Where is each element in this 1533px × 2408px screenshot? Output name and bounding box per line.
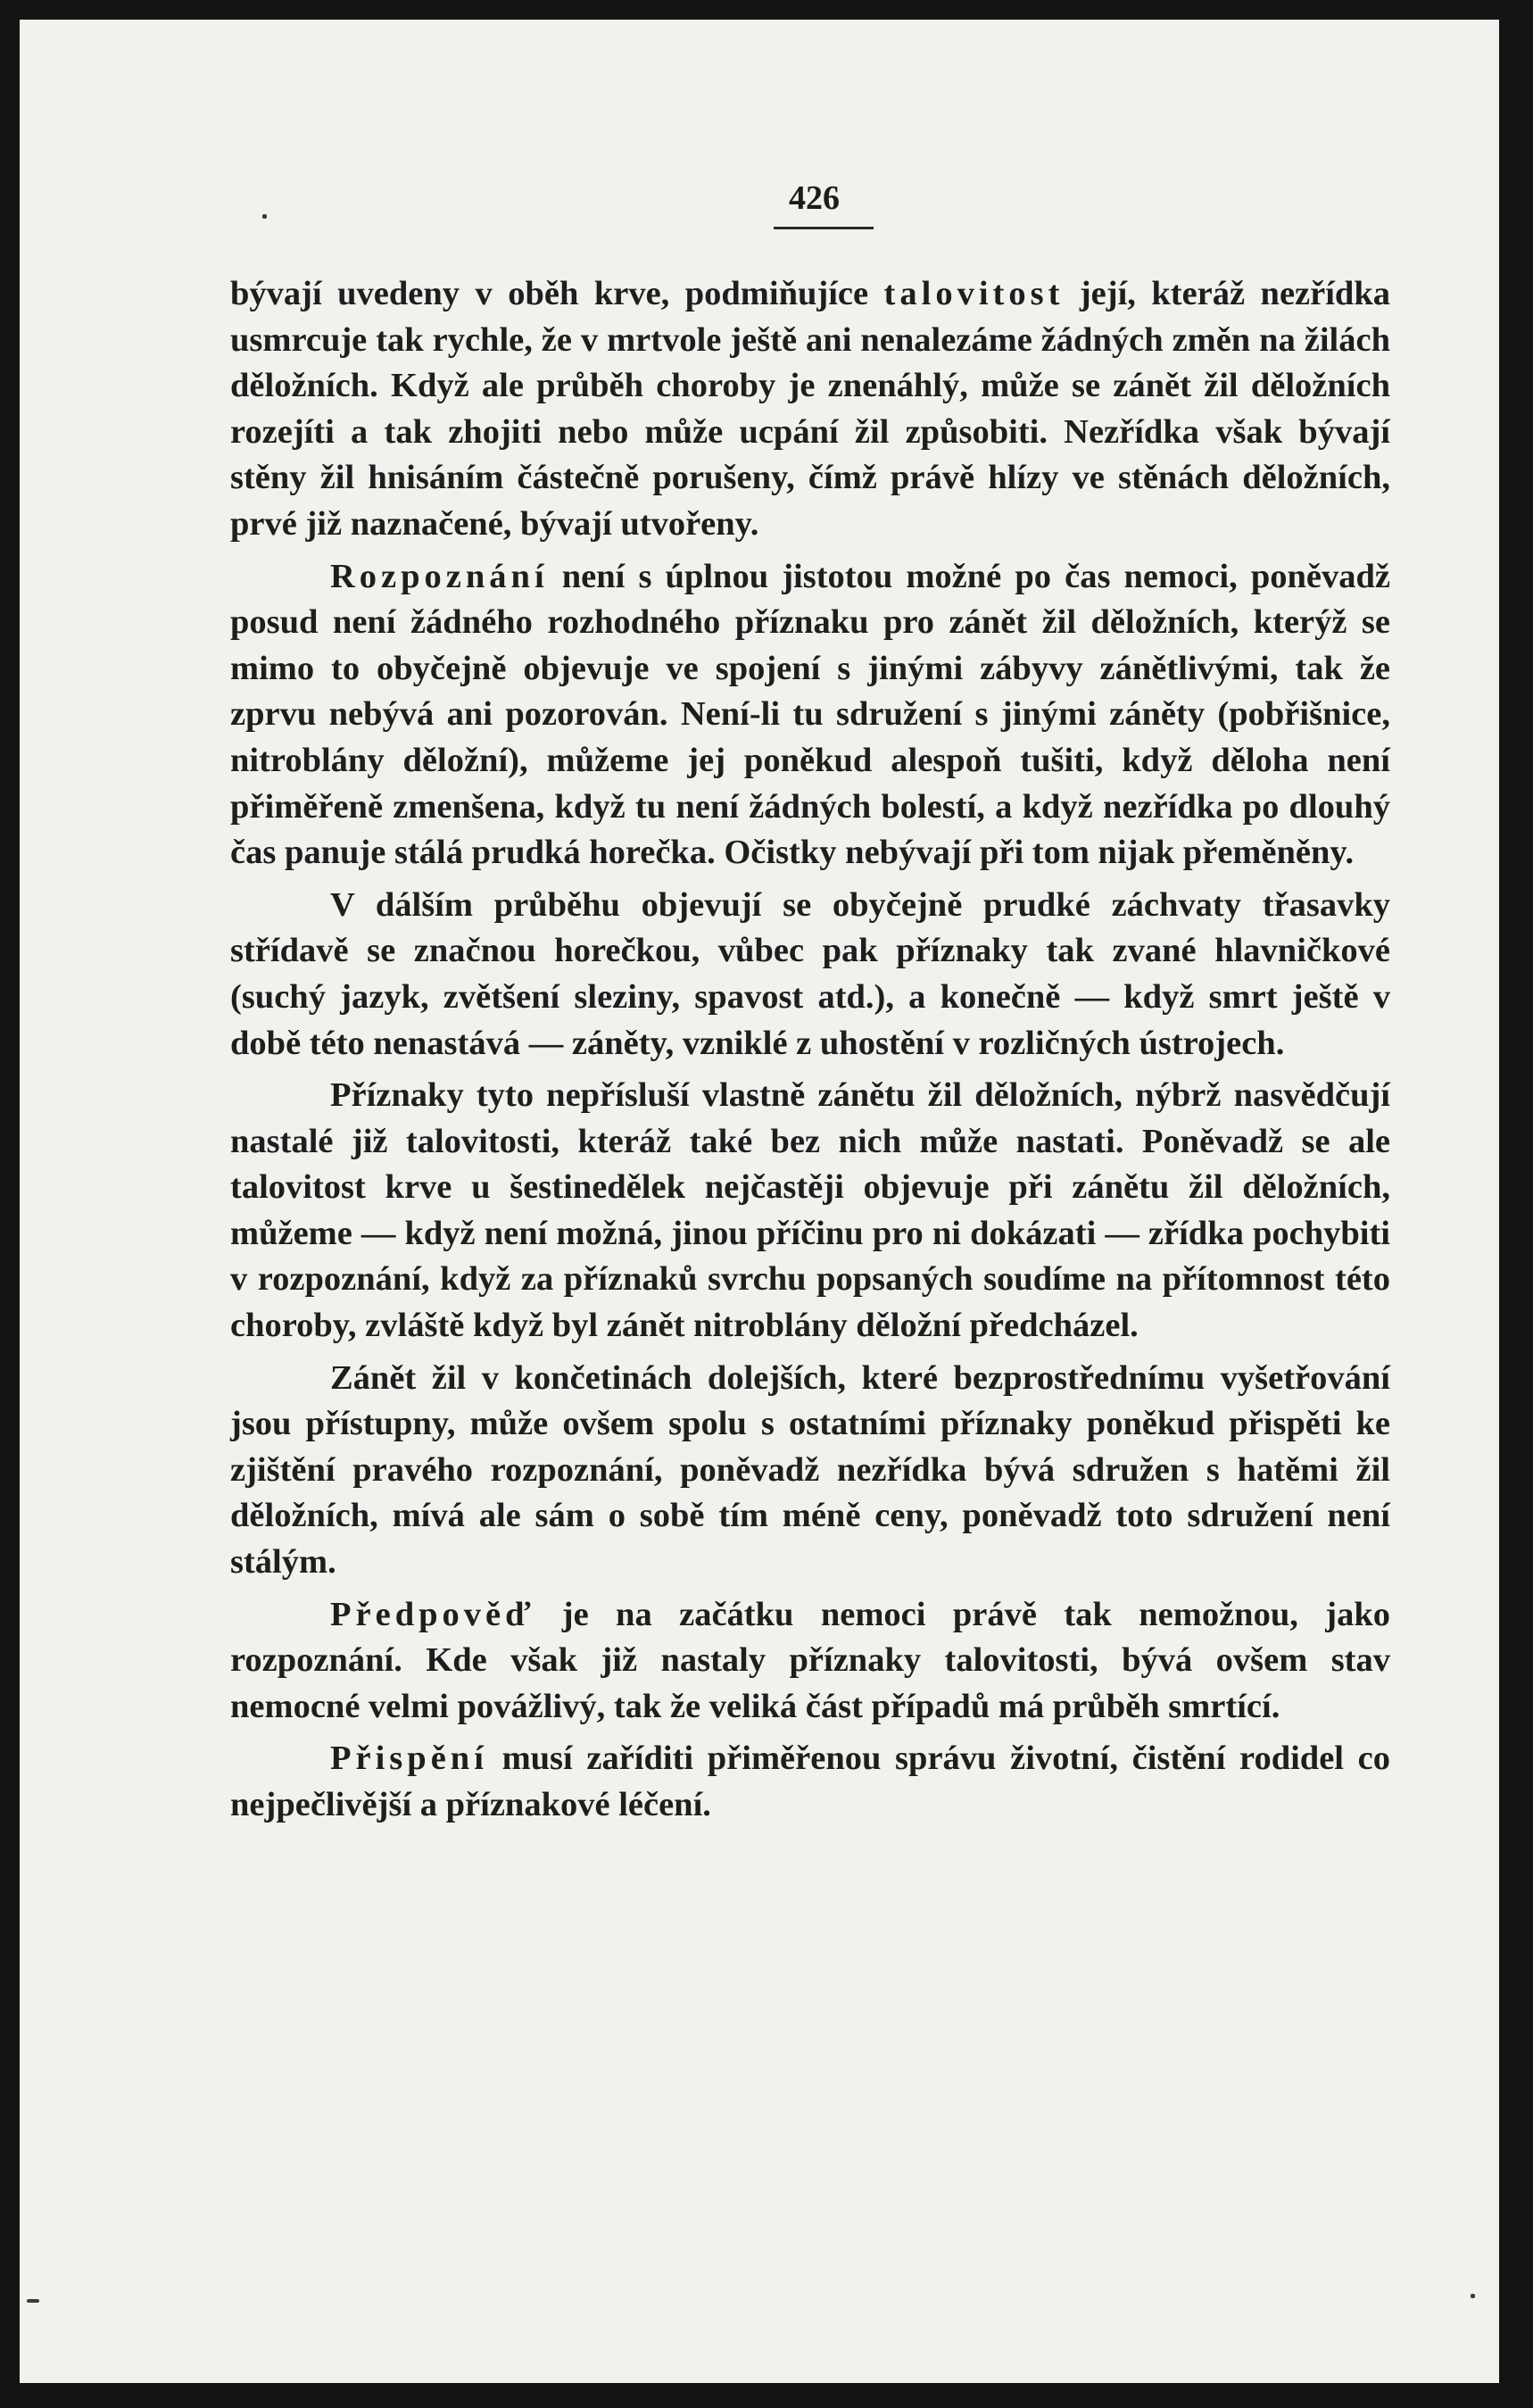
paragraph-7-text: musí zaříditi přiměřenou správu životní, čistění rodidel co nejpečlivější a příznakové léčení. xyxy=(230,1740,1390,1823)
scan-speck xyxy=(1471,2294,1475,2298)
paragraph-1-spaced-term: talovitost xyxy=(883,275,1065,312)
body-text xyxy=(230,271,1390,1835)
paragraph-1 xyxy=(230,271,1390,548)
paragraph-3-text: V dálším průběhu objevují se obyčejně prudké záchvaty třasavky střídavě se značnou horečkou, vůbec pak příznaky tak zvané hlavničkové (suchý jazyk, zvětšení sleziny, spavost atd.), a konečně — když smrt ještě v době této nenastává — záněty, vzniklé z uhostění v rozličných ústrojech. xyxy=(230,885,1390,1062)
paragraph-2 xyxy=(230,554,1390,876)
paragraph-7-lead-term: Přispění xyxy=(330,1740,488,1778)
scan-speck xyxy=(27,2299,39,2303)
paragraph-4-text: Příznaky tyto nepřísluší vlastně zánětu žil děložních, nýbrž nasvědčují nastalé již talovitosti, kteráž také bez nich může nastati. Poněvadž se ale talovitost krve u šestinedělek nejčastěji objevuje při zánětu žil děložních, můžeme — když není možná, jinou příčinu pro ni dokázati — zřídka pochybiti v rozpoznání, když za příznaků svrchu popsaných soudíme na přítomnost této choroby, zvláště když byl zánět nitroblány děložní předcházel. xyxy=(230,1076,1390,1345)
paragraph-6 xyxy=(230,1592,1390,1731)
paragraph-6-text: je na začátku nemoci právě tak nemožnou, jako rozpoznání. Kde však již nastaly příznaky talovitosti, bývá ovšem stav nemocné velmi povážlivý, tak že veliká část případů má průběh smrtící. xyxy=(230,1595,1390,1725)
paragraph-1-text: bývají uvedeny v oběh krve, podmiňujíce xyxy=(230,275,884,312)
page-number: 426 xyxy=(789,179,840,217)
paragraph-5 xyxy=(230,1356,1390,1586)
paragraph-7 xyxy=(230,1736,1390,1828)
paragraph-2-lead-term: Rozpoznání xyxy=(330,557,549,595)
book-page xyxy=(20,20,1499,2383)
paragraph-5-text: Zánět žil v končetinách dolejších, které bezprostřednímu vyšetřování jsou přístupny, může ovšem spolu s ostatními příznaky poněkud přispěti ke zjištění pravého rozpoznání, poněvadž nezřídka bývá sdružen s hatěmi žil děložních, mívá ale sám o sobě tím méně ceny, poněvadž toto sdružení není stálým. xyxy=(230,1358,1390,1582)
paragraph-4 xyxy=(230,1073,1390,1349)
paragraph-2-text: není s úplnou jistotou možné po čas nemoci, poněvadž posud není žádného rozhodného příznaku pro zánět žil děložních, kterýž se mimo to obyčejně objevuje ve spojení s jinými zábyvy zánětlivými, tak že zprvu nebývá ani pozorován. Není-li tu sdružení s jinými záněty (pobřišnice, nitroblány děložní), můžeme jej poněkud alespoň tušiti, když děloha není přiměřeně zmenšena, když tu není žádných bolestí, a když nezřídka po dlouhý čas panuje stálá prudká horečka. Očistky nebývají při tom nijak přeměněny. xyxy=(230,557,1390,872)
paragraph-6-lead-term: Předpověď xyxy=(330,1595,535,1633)
scan-speck xyxy=(262,214,267,219)
paragraph-3 xyxy=(230,883,1390,1067)
paragraph-1-rest: její, kteráž nezřídka usmrcuje tak rychle, že v mrtvole ještě ani nenalezáme žádných změn na žilách děložních. Když ale průběh choroby je znenáhlý, může se zánět žil děložních rozejíti a tak zhojiti nebo může ucpání žil způsobiti. Nezřídka však bývají stěny žil hnisáním částečně porušeny, čímž právě hlízy ve stěnách děložních, prvé již naznačené, bývají utvořeny. xyxy=(230,275,1390,543)
page-number-rule xyxy=(774,227,874,229)
